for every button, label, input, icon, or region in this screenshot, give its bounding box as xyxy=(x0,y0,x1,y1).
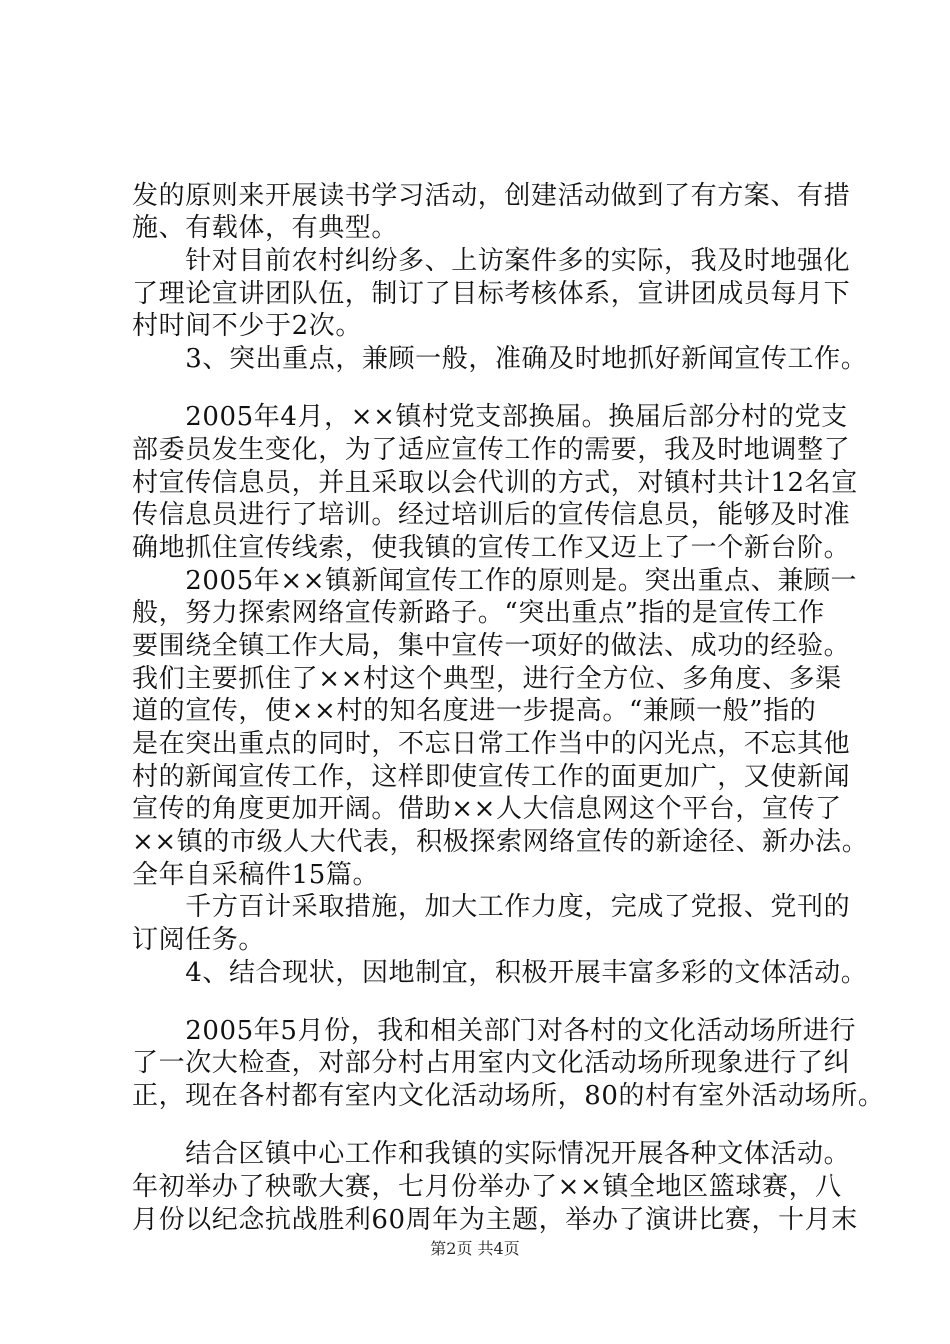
text-line: 月份以纪念抗战胜利60周年为主题，举办了演讲比赛，十月末 xyxy=(132,1205,858,1235)
text-line: 施、有载体，有典型。 xyxy=(132,213,399,243)
text-line: 2005年4月，××镇村党支部换届。换届后部分村的党支 xyxy=(132,402,848,432)
text-line: 般，努力探索网络宣传新路子。“突出重点”指的是宣传工作 xyxy=(132,598,825,628)
text-line: 要围绕全镇工作大局，集中宣传一项好的做法、成功的经验。 xyxy=(132,631,851,661)
text-line: ××镇的市级人大代表，积极探索网络宣传的新途径、新办法。 xyxy=(132,827,869,857)
text-line: 宣传的角度更加开阔。借助××人大信息网这个平台，宣传了 xyxy=(132,794,842,824)
text-line: 结合区镇中心工作和我镇的实际情况开展各种文体活动。 xyxy=(132,1139,851,1169)
text-line: 年初举办了秧歌大赛，七月份举办了××镇全地区篮球赛，八 xyxy=(132,1172,842,1202)
text-line: 订阅任务。 xyxy=(132,925,266,955)
text-line: 道的宣传，使××村的知名度进一步提高。“兼顾一般”指的 xyxy=(132,696,817,726)
text-line: 2005年××镇新闻宣传工作的原则是。突出重点、兼顾一 xyxy=(132,566,858,596)
text-line: 发的原则来开展读书学习活动，创建活动做到了有方案、有措 xyxy=(132,181,851,211)
text-line: 我们主要抓住了××村这个典型，进行全方位、多角度、多渠 xyxy=(132,664,842,694)
text-line: 部委员发生变化，为了适应宣传工作的需要，我及时地调整了 xyxy=(132,435,851,465)
text-line: 确地抓住宣传线索，使我镇的宣传工作又迈上了一个新台阶。 xyxy=(132,533,851,563)
text-line: 村宣传信息员，并且采取以会代训的方式，对镇村共计12名宣 xyxy=(132,468,858,498)
text-line: 村时间不少于2次。 xyxy=(132,311,362,341)
text-line: 千方百计采取措施，加大工作力度，完成了党报、党刊的 xyxy=(132,892,851,922)
section-heading: 3、突出重点，兼顾一般，准确及时地抓好新闻宣传工作。 xyxy=(132,344,868,374)
text-line: 传信息员进行了培训。经过培训后的宣传信息员，能够及时准 xyxy=(132,500,851,530)
text-line: 正，现在各村都有室内文化活动场所，80的村有室外活动场所。 xyxy=(132,1081,885,1111)
page-number-footer: 第2页 共4页 xyxy=(430,1239,520,1258)
text-line: 了理论宣讲团队伍，制订了目标考核体系，宣讲团成员每月下 xyxy=(132,279,851,309)
text-line: 村的新闻宣传工作，这样即使宣传工作的面更加广，又使新闻 xyxy=(132,762,851,792)
section-heading: 4、结合现状，因地制宜，积极开展丰富多彩的文体活动。 xyxy=(132,958,868,988)
text-line: 2005年5月份，我和相关部门对各村的文化活动场所进行 xyxy=(132,1016,857,1046)
text-line: 是在突出重点的同时，不忘日常工作当中的闪光点，不忘其他 xyxy=(132,729,851,759)
text-line: 针对目前农村纠纷多、上访案件多的实际，我及时地强化 xyxy=(132,246,851,276)
text-line: 了一次大检查，对部分村占用室内文化活动场所现象进行了纠 xyxy=(132,1048,851,1078)
text-line: 全年自采稿件15篇。 xyxy=(132,860,380,890)
